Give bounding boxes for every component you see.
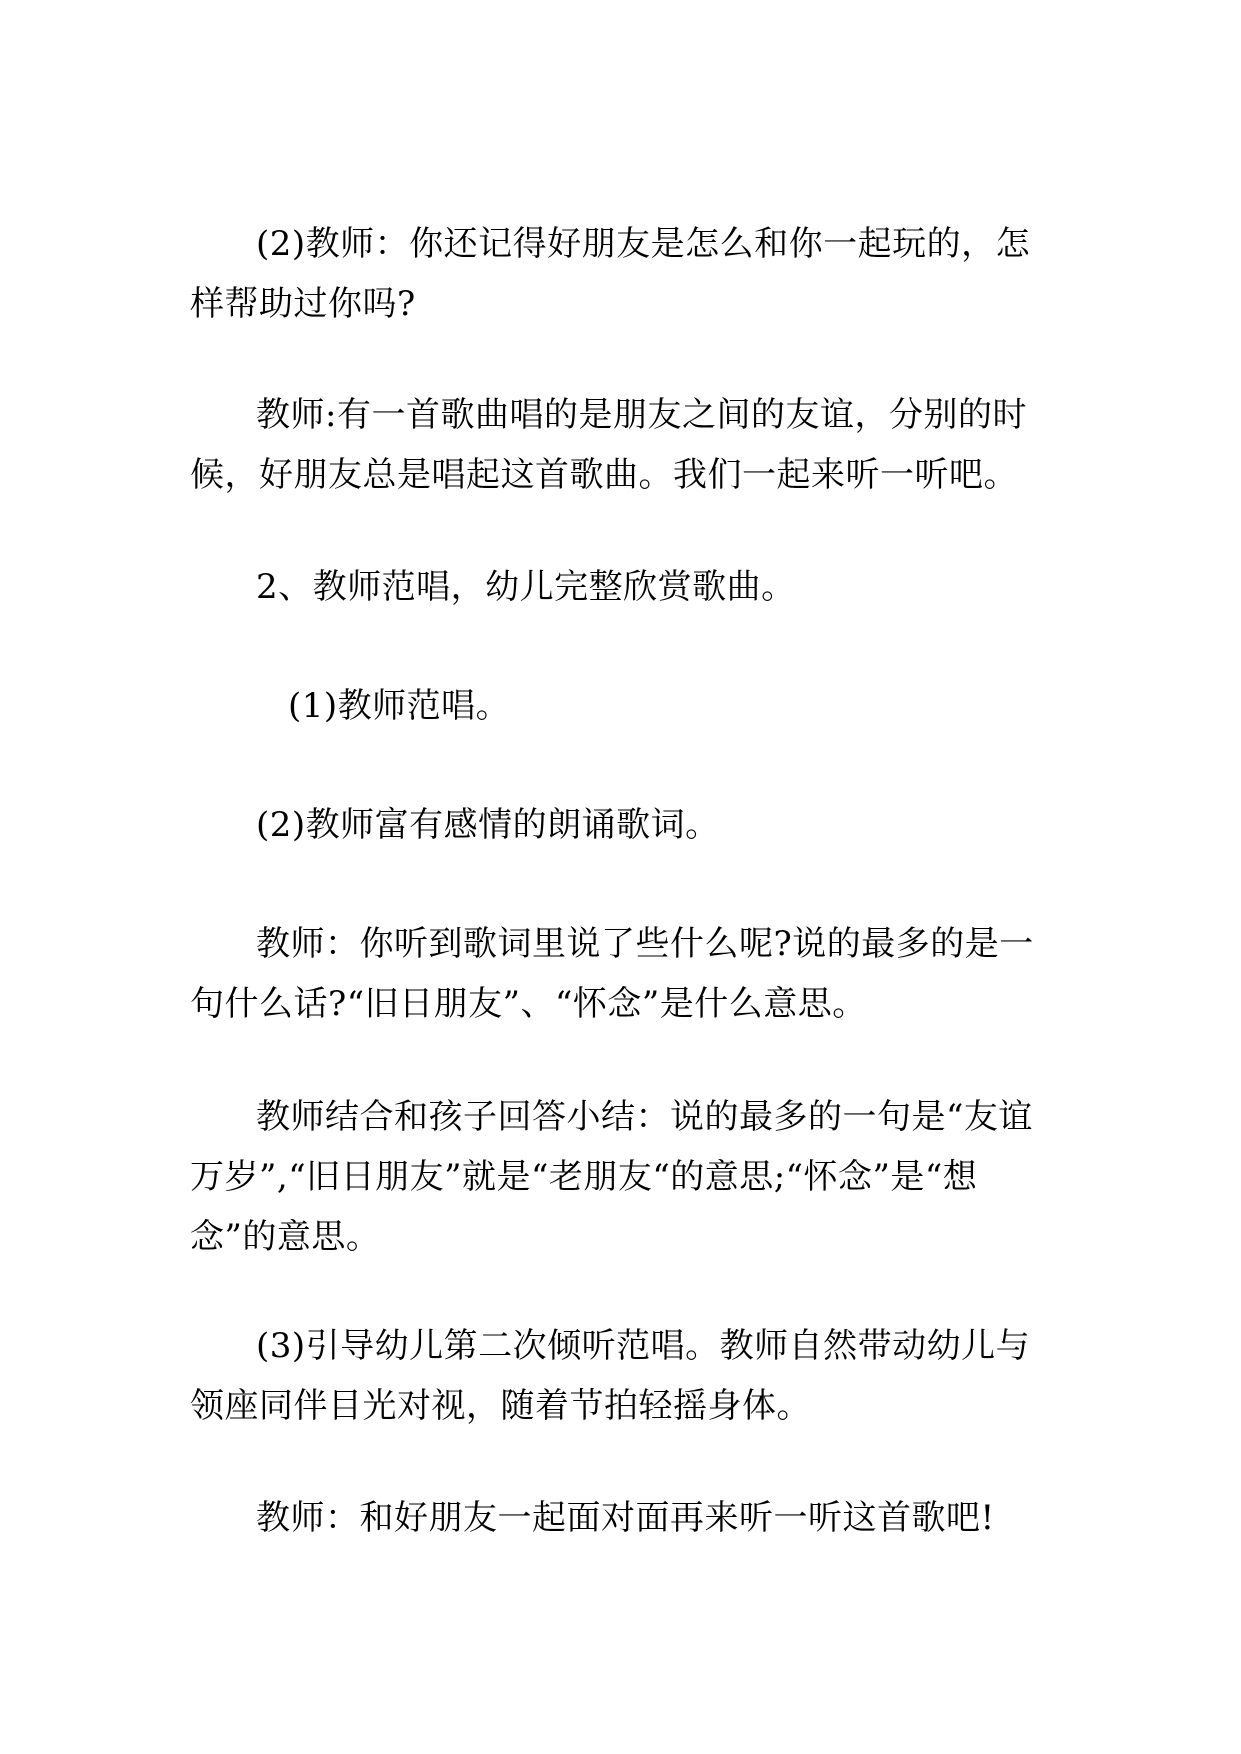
paragraph-teacher-summary: 教师结合和孩子回答小结：说的最多的一句是“友谊万岁”,“旧日朋友”就是“老朋友“的意思;“怀念”是“想念”的意思。: [190, 1097, 1033, 1257]
paragraph-substep-1: (1)教师范唱。: [288, 686, 511, 726]
paragraph-substep-3: (3)引导幼儿第二次倾听范唱。教师自然带动幼儿与领座同伴目光对视，随着节拍轻摇身体。: [190, 1326, 1031, 1426]
paragraph-teacher-song-intro: 教师:有一首歌曲唱的是朋友之间的友谊，分别的时候，好朋友总是唱起这首歌曲。我们一起来听一听吧。: [190, 395, 1027, 495]
paragraph-substep-2: (2)教师富有感情的朗诵歌词。: [256, 805, 720, 845]
paragraph-teacher-question-play: (2)教师：你还记得好朋友是怎么和你一起玩的，怎样帮助过你吗?: [190, 224, 1031, 324]
paragraph-teacher-lyrics-question: 教师：你听到歌词里说了些什么呢?说的最多的是一句什么话?“旧日朋友”、“怀念”是什么意思。: [190, 924, 1034, 1024]
paragraph-step-2-heading: 2、教师范唱，幼儿完整欣赏歌曲。: [256, 567, 796, 607]
paragraph-teacher-closing: 教师：和好朋友一起面对面再来听一听这首歌吧!: [256, 1498, 995, 1538]
